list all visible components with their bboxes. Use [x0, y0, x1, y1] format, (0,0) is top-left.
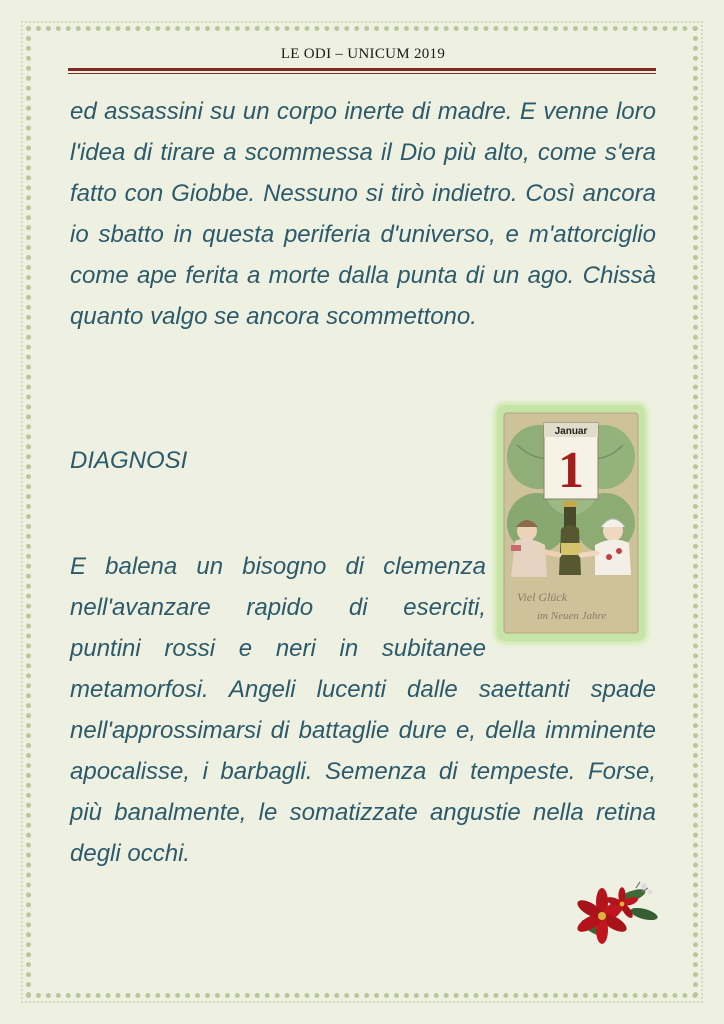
poem-line: nell'avanzare rapido di eserciti, [70, 594, 486, 621]
new-year-postcard-image [497, 405, 645, 641]
poem-line: puntini rossi e neri in subitanee [70, 635, 486, 662]
calendar-month-label: Januar [554, 426, 588, 437]
postcard-illustration [497, 405, 645, 641]
running-header: LE ODI – UNICUM 2019 [280, 46, 446, 62]
header-rule [68, 68, 656, 71]
poem-line: E balena un bisogno di clemenza [70, 553, 486, 580]
poem-lines-beside-image [70, 546, 486, 669]
section-heading: DIAGNOSI [70, 447, 188, 474]
header-rule-thin [68, 73, 656, 74]
poinsettia-icon [574, 878, 664, 946]
poem-intro-paragraph: ed assassini su un corpo inerte di madre. E venne loro l'idea di tirare a scommessa il Dio più alto, come s'era fatto con Giobbe. Nessuno si tirò indietro. Così ancora io sbatto in questa periferia d'universo, e m'attorciglio come ape ferita a morte dalla punta di un ago. Chissà quanto valgo se ancora scommettono. [70, 98, 656, 330]
poinsettia-decoration [574, 878, 664, 946]
poem-continued-paragraph: metamorfosi. Angeli lucenti dalle saettanti spade nell'approssimarsi di battaglie dure e, della imminente apocalisse, i barbagli. Semenza di tempeste. Forse, più banalmente, le somatizzate angustie nella retina degli occhi. [70, 676, 656, 867]
calendar-day-label: 1 [558, 442, 584, 499]
postcard-greeting-line1: Viel Glück [517, 590, 568, 604]
postcard-greeting-line2: im Neuen Jahre [537, 610, 607, 622]
